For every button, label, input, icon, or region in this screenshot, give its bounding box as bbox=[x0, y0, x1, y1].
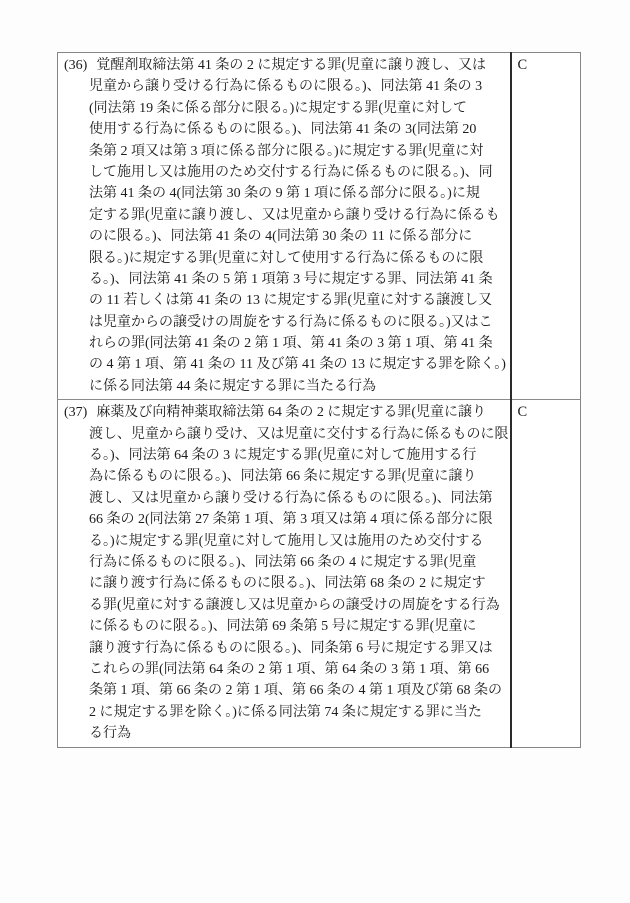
text-line: 児童から譲り受ける行為に係るものに限る。)、同法第 41 条の 3 bbox=[89, 79, 483, 95]
classification-cell bbox=[511, 53, 581, 400]
text-line: に係る同法第 44 条に規定する罪に当たる行為 bbox=[89, 378, 376, 394]
offense-description-cell bbox=[58, 400, 512, 747]
text-line: る。)に規定する罪(児童に対して施用し又は施用のため交付する bbox=[89, 533, 484, 549]
line-text: 麻薬及び向精神薬取締法第 64 条の 2 に規定する罪(児童に譲り bbox=[96, 405, 486, 421]
text-line: 渡し、又は児童から譲り受ける行為に係るものに限る。)、同法第 bbox=[89, 490, 493, 506]
text-line: る行為 bbox=[89, 726, 131, 742]
text-line: れらの罪(同法第 41 条の 2 第 1 項、第 41 条の 3 第 1 項、第 41 条 bbox=[89, 336, 493, 352]
text-line: 条第 1 項、第 66 条の 2 第 1 項、第 66 条の 4 第 1 項及び第 68 条の bbox=[89, 683, 502, 699]
offense-lines bbox=[64, 55, 508, 397]
text-line: の 11 若しくは第 41 条の 13 に規定する罪(児童に対する譲渡し又 bbox=[89, 293, 493, 309]
text-line: のに限る。)、同法第 41 条の 4(同法第 30 条の 11 に係る部分に bbox=[89, 229, 473, 245]
table-body bbox=[58, 53, 581, 748]
offense-lines bbox=[64, 402, 508, 744]
text-line bbox=[64, 55, 508, 76]
text-line: 定する罪(児童に譲り渡し、又は児童から譲り受ける行為に係るも bbox=[89, 207, 500, 223]
text-line: して施用し又は施用のため交付する行為に係るものに限る。)、同 bbox=[89, 164, 493, 180]
text-line: の 4 第 1 項、第 41 条の 11 及び第 41 条の 13 に規定する罪を除く。) bbox=[89, 357, 506, 373]
text-line: 条第 2 項又は第 3 項に係る部分に限る。)に規定する罪(児童に対 bbox=[89, 143, 484, 159]
text-line: 譲り渡す行為に係るものに限る。)、同条第 6 号に規定する罪又は bbox=[89, 640, 493, 656]
text-line: に係るものに限る。)、同法第 69 条第 5 号に規定する罪(児童に bbox=[89, 619, 477, 635]
table-row bbox=[58, 53, 581, 400]
classification-value: C bbox=[517, 404, 528, 421]
text-line: に譲り渡す行為に係るものに限る。)、同法第 68 条の 2 に規定す bbox=[89, 576, 486, 592]
text-line: 使用する行為に係るものに限る。)、同法第 41 条の 3(同法第 20 bbox=[89, 122, 477, 138]
text-line: 2 に規定する罪を除く。)に係る同法第 74 条に規定する罪に当た bbox=[89, 704, 482, 720]
line-text: 覚醒剤取締法第 41 条の 2 に規定する罪(児童に譲り渡し、又は bbox=[96, 58, 486, 73]
text-line: る。)、同法第 64 条の 3 に規定する罪(児童に対して施用する行 bbox=[89, 448, 477, 464]
text-line: は児童からの譲受けの周旋をする行為に係るものに限る。)又はこ bbox=[89, 314, 493, 330]
text-line bbox=[64, 402, 508, 423]
classification-value: C bbox=[517, 57, 528, 73]
table-row bbox=[58, 400, 581, 747]
text-line: 渡し、児童から譲り受け、又は児童に交付する行為に係るものに限 bbox=[89, 426, 509, 442]
text-line: 66 条の 2(同法第 27 条第 1 項、第 3 項又は第 4 項に係る部分に限 bbox=[89, 512, 493, 528]
text-line: 行為に係るものに限る。)、同法第 66 条の 4 に規定する罪(児童 bbox=[89, 554, 477, 570]
text-line: る罪(児童に対する譲渡し又は児童からの譲受けの周旋をする行為 bbox=[89, 597, 500, 613]
text-line: これらの罪(同法第 64 条の 2 第 1 項、第 64 条の 3 第 1 項、第 66 bbox=[89, 661, 490, 677]
text-line: 法第 41 条の 4(同法第 30 条の 9 第 1 項に係る部分に限る。)に規 bbox=[89, 186, 480, 202]
text-line: 為に係るものに限る。)、同法第 66 条に規定する罪(児童に譲り bbox=[89, 469, 477, 485]
offense-table bbox=[57, 52, 581, 748]
text-line: る。)、同法第 41 条の 5 第 1 項第 3 号に規定する罪、同法第 41 条 bbox=[89, 271, 493, 287]
text-line: 限る。)に規定する罪(児童に対して使用する行為に係るものに限 bbox=[89, 250, 484, 266]
classification-cell bbox=[511, 400, 581, 747]
text-line: (同法第 19 条に係る部分に限る。)に規定する罪(児童に対して bbox=[89, 100, 467, 116]
item-number: (36) bbox=[64, 58, 88, 73]
item-number: (37) bbox=[64, 405, 88, 421]
offense-description-cell bbox=[58, 53, 512, 400]
